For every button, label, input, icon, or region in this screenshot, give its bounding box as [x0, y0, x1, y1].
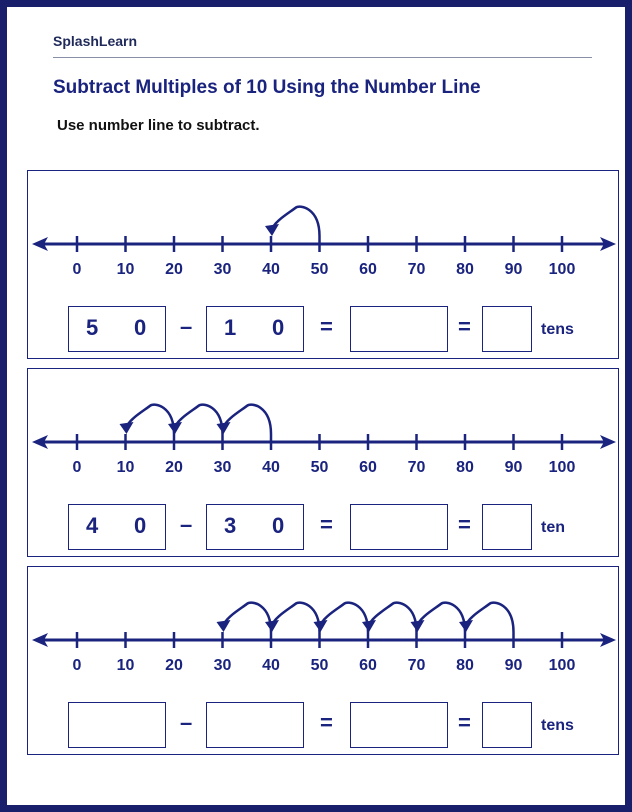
tick-label: 20 — [165, 657, 183, 674]
tick-label: 20 — [165, 261, 183, 278]
tick-label: 40 — [262, 657, 280, 674]
tick-label: 40 — [262, 459, 280, 476]
tick-label: 20 — [165, 459, 183, 476]
first-number-tens-digit: 5 — [86, 315, 99, 340]
tick-label: 10 — [116, 261, 135, 278]
equals-sign: = — [458, 314, 471, 339]
equals-sign: = — [458, 710, 471, 735]
tick-label: 60 — [359, 657, 377, 674]
first-number-box[interactable] — [68, 306, 166, 352]
tick-label: 50 — [310, 459, 329, 476]
instruction-text: Use number line to subtract. — [57, 117, 260, 134]
difference-answer-box[interactable] — [350, 702, 448, 748]
difference-answer-box[interactable] — [350, 306, 448, 352]
unit-label: tens — [541, 321, 574, 338]
minus-sign: – — [180, 512, 193, 537]
equals-sign: = — [320, 710, 333, 735]
problem-panel-2 — [27, 368, 619, 557]
tens-answer-box[interactable] — [482, 306, 532, 352]
tick-label: 40 — [262, 261, 280, 278]
first-number-ones-digit: 0 — [134, 315, 147, 340]
worksheet-page — [7, 7, 625, 805]
second-number-box[interactable] — [206, 504, 304, 550]
hop-arrowhead — [217, 620, 231, 632]
tick-label: 30 — [213, 261, 232, 278]
tick-label: 90 — [504, 261, 523, 278]
hop-arc — [272, 603, 320, 632]
problem-panel-3 — [27, 566, 619, 755]
hop-arrowhead — [265, 224, 279, 236]
tick-label: 90 — [504, 657, 523, 674]
difference-answer-box[interactable] — [350, 504, 448, 550]
hop-arc — [224, 405, 272, 434]
tick-label: 80 — [456, 459, 474, 476]
hop-arc — [321, 603, 369, 632]
hop-arc — [272, 207, 320, 236]
tick-label: 10 — [116, 657, 135, 674]
tick-label: 90 — [504, 459, 523, 476]
tick-label: 60 — [359, 261, 377, 278]
header-divider — [53, 57, 592, 58]
equals-sign: = — [320, 314, 333, 339]
tick-label: 30 — [213, 459, 232, 476]
second-number-tens-digit: 3 — [224, 513, 237, 538]
unit-label: tens — [541, 717, 574, 734]
hop-arc — [127, 405, 175, 434]
second-number-box[interactable] — [206, 306, 304, 352]
tick-label: 100 — [548, 261, 576, 278]
first-number-box[interactable] — [68, 702, 166, 748]
tick-label: 10 — [116, 459, 135, 476]
tick-label: 50 — [310, 657, 329, 674]
tick-label: 50 — [310, 261, 329, 278]
hop-arc — [466, 603, 514, 632]
hop-arc — [418, 603, 466, 632]
tick-label: 0 — [72, 459, 82, 476]
first-number-ones-digit: 0 — [134, 513, 147, 538]
tick-label: 70 — [407, 261, 426, 278]
problem-panel-1 — [27, 170, 619, 359]
tick-label: 100 — [548, 657, 576, 674]
minus-sign: – — [180, 314, 193, 339]
tick-label: 80 — [456, 657, 474, 674]
hop-arrowhead — [120, 422, 134, 434]
hop-arc — [175, 405, 223, 434]
hop-arc — [369, 603, 417, 632]
brand-logo: SplashLearn — [53, 33, 138, 49]
page-title: Subtract Multiples of 10 Using the Number Line — [53, 77, 481, 98]
equals-sign: = — [458, 512, 471, 537]
tick-label: 0 — [72, 261, 82, 278]
tick-label: 70 — [407, 459, 426, 476]
second-number-box[interactable] — [206, 702, 304, 748]
tick-label: 80 — [456, 261, 474, 278]
minus-sign: – — [180, 710, 193, 735]
tick-label: 30 — [213, 657, 232, 674]
tens-answer-box[interactable] — [482, 504, 532, 550]
second-number-ones-digit: 0 — [272, 513, 285, 538]
tick-label: 0 — [72, 657, 82, 674]
equals-sign: = — [320, 512, 333, 537]
first-number-tens-digit: 4 — [86, 513, 99, 538]
hop-arc — [224, 603, 272, 632]
tick-label: 70 — [407, 657, 426, 674]
first-number-box[interactable] — [68, 504, 166, 550]
second-number-tens-digit: 1 — [224, 315, 237, 340]
tens-answer-box[interactable] — [482, 702, 532, 748]
unit-label: ten — [541, 519, 565, 536]
second-number-ones-digit: 0 — [272, 315, 285, 340]
tick-label: 60 — [359, 459, 377, 476]
tick-label: 100 — [548, 459, 576, 476]
